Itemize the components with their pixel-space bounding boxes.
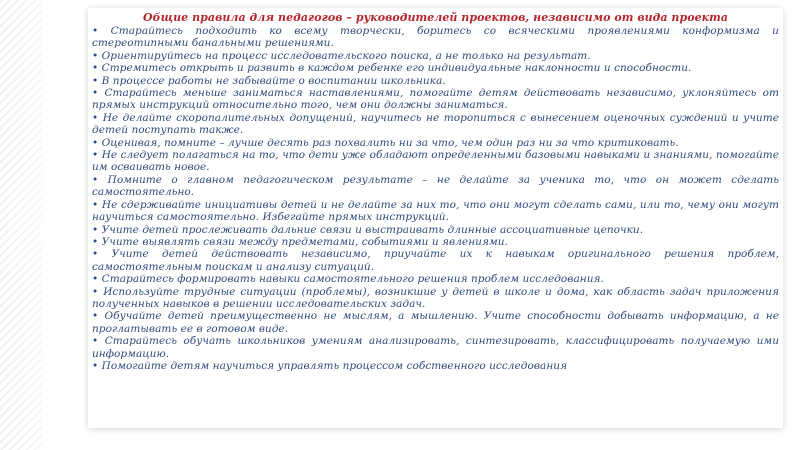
rule-item: • Стремитесь открыть и развить в каждом ребенке его индивидуальные наклонности и способности. xyxy=(92,62,779,74)
rule-item: • Старайтесь формировать навыки самостоятельного решения проблем исследования. xyxy=(92,273,779,285)
rule-item: • Учите детей действовать независимо, приучайте их к навыкам оригинального решения проблем, самостоятельным поискам и анализу ситуаций. xyxy=(92,248,779,273)
rule-item: • Помните о главном педагогическом результате – не делайте за ученика то, что он может сделать самостоятельно. xyxy=(92,174,779,199)
rule-item: • Оценивая, помните – лучше десять раз похвалить ни за что, чем один раз ни за что критиковать. xyxy=(92,137,779,149)
rule-item: • Ориентируйтесь на процесс исследовательского поиска, а не только на результат. xyxy=(92,50,779,62)
rule-item: • Не сдерживайте инициативы детей и не делайте за них то, что они могут сделать сами, или то, чему они могут научиться самостоятельно. Избегайте прямых инструкций. xyxy=(92,199,779,224)
rule-item: • Старайтесь меньше заниматься наставлениями, помогайте детям действовать независимо, уклоняйтесь от прямых инструкций относительно того, чем они должны заниматься. xyxy=(92,87,779,112)
content-panel xyxy=(88,8,783,428)
rule-item: • Старайтесь подходить ко всему творчески, боритесь со всяческими проявлениями конформизма и стереотипными банальными решениями. xyxy=(92,25,779,50)
text-body xyxy=(92,11,779,372)
rule-item: • Не делайте скоропалительных допущений, научитесь не торопиться с вынесением оценочных суждений и учите детей поступать также. xyxy=(92,112,779,137)
slide-title: Общие правила для педагогов – руководителей проектов, независимо от вида проекта xyxy=(142,11,729,24)
decorative-fade xyxy=(0,0,90,450)
rule-item: • Помогайте детям научиться управлять процессом собственного исследования xyxy=(92,360,779,372)
rule-item: • Не следует полагаться на то, что дети уже обладают определенными базовыми навыками и знаниями, помогайте им осваивать новое. xyxy=(92,149,779,174)
rule-item: • В процессе работы не забывайте о воспитании школьника. xyxy=(92,75,779,87)
rule-item: • Обучайте детей преимущественно не мыслям, а мышлению. Учите способности добывать информацию, а не проглатывать ее в готовом виде. xyxy=(92,310,779,335)
rule-item: • Учите детей прослеживать дальние связи и выстраивать длинные ассоциативные цепочки. xyxy=(92,224,779,236)
rule-item: • Учите выявлять связи между предметами, событиями и явлениями. xyxy=(92,236,779,248)
rule-item: • Используйте трудные ситуации (проблемы), возникшие у детей в школе и дома, как область задач приложения полученных навыков в решении исследовательских задач. xyxy=(92,286,779,311)
rule-item: • Старайтесь обучать школьников умениям анализировать, синтезировать, классифицировать получаемую ими информацию. xyxy=(92,335,779,360)
